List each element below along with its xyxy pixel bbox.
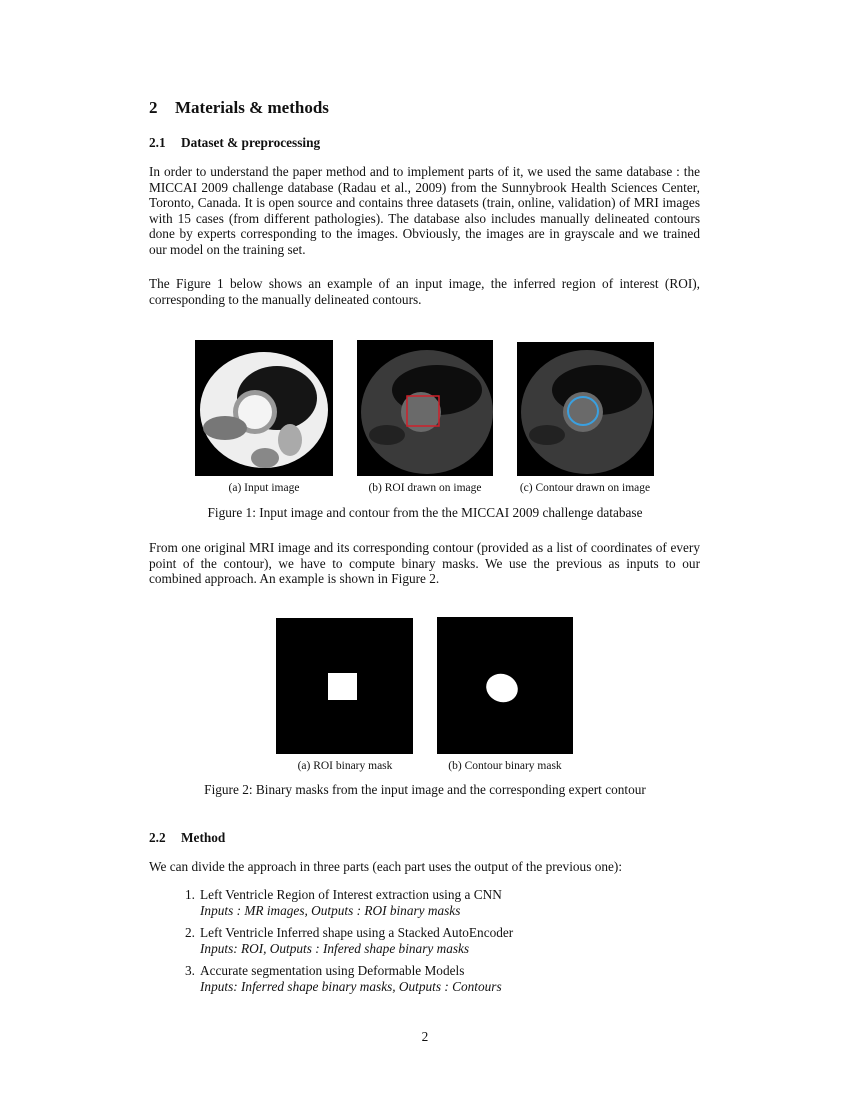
paragraph-method: We can divide the approach in three parts (each part uses the output of the previous one):: [149, 859, 623, 874]
paragraph-binary-masks: From one original MRI image and its corresponding contour (provided as a list of coordinates of every point of the contour), we have to compute binary masks. We use the previous as inputs to our combined approach. An example is shown in Figure 2.: [149, 540, 700, 587]
subcaption-c: (c) Contour drawn on image: [519, 482, 651, 494]
list-item: 2. Left Ventricle Inferred shape using a Stacked AutoEncoder Inputs: ROI, Outputs : Infered shape binary masks: [185, 925, 514, 956]
input-mri-image: [195, 340, 333, 476]
paragraph-figure-intro: The Figure 1 below shows an example of an input image, the inferred region of interest (ROI), corresponding to the manually delineated contours.: [149, 276, 700, 307]
subcaption-a: (a) Input image: [228, 482, 300, 494]
list-item: 3. Accurate segmentation using Deformable Models Inputs: Inferred shape binary masks, Outputs : Contours: [185, 963, 502, 994]
page-number: 2: [421, 1029, 429, 1044]
contour-binary-mask: [437, 617, 573, 754]
subcaption-b: (b) ROI drawn on image: [368, 482, 482, 494]
roi-mri-image: [357, 340, 493, 476]
paragraph-dataset: In order to understand the paper method and to implement parts of it, we used the same database : the MICCAI 2009 challenge database (Radau et al., 2009) from the Sunnybrook Health Sciences Center, Toronto, Canada. It is open source and contains three datasets (train, online, validation) of MRI images with 15 cases (from different pathologies). The database also includes manually delineated contours done by experts corresponding to the images. Obviously, the images are in grayscale and we trained our model on the training set.: [149, 164, 700, 257]
list-item: 1. Left Ventricle Region of Interest extraction using a CNN Inputs : MR images, Outputs : ROI binary masks: [185, 887, 502, 918]
fig2-subcaption-a: (a) ROI binary mask: [297, 760, 393, 772]
subsection-heading-method: 2.2 Method: [149, 830, 226, 845]
contour-mri-image: [517, 342, 654, 476]
section-heading: 2 Materials & methods: [149, 98, 329, 117]
fig2-subcaption-b: (b) Contour binary mask: [448, 760, 562, 772]
figure2-caption: Figure 2: Binary masks from the input image and the corresponding expert contour: [204, 782, 646, 797]
roi-binary-mask: [276, 618, 413, 754]
subsection-heading-dataset: 2.1 Dataset & preprocessing: [149, 135, 321, 150]
figure1-caption: Figure 1: Input image and contour from the the MICCAI 2009 challenge database: [207, 505, 643, 520]
